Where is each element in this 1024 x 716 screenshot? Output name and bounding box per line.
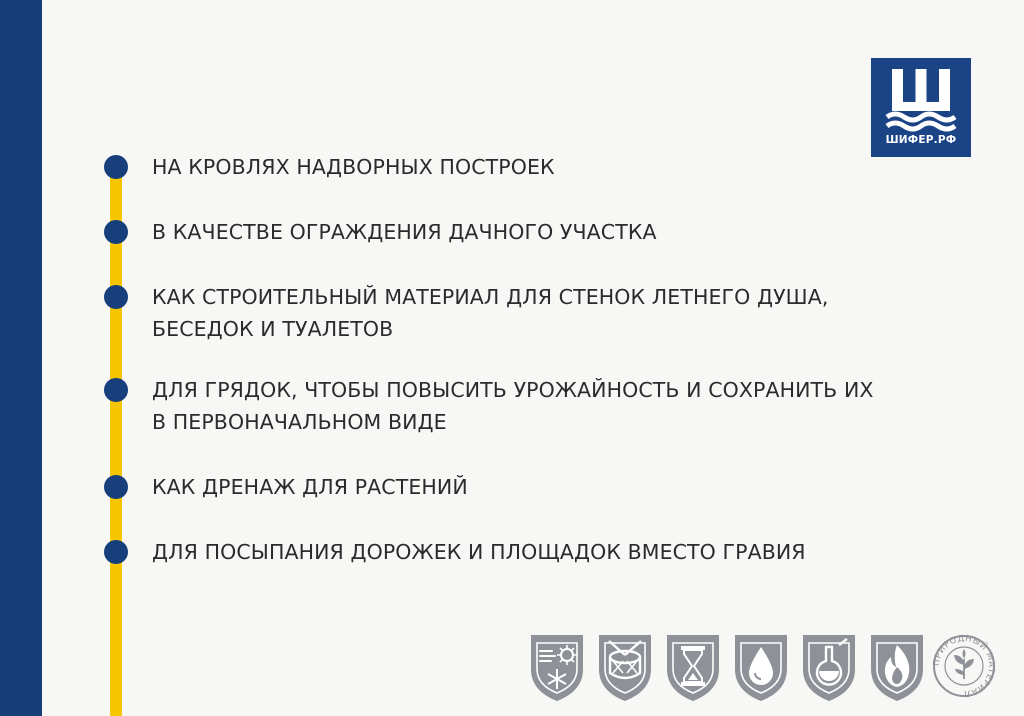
bullet-dot [104,378,128,402]
bullet-dot [104,220,128,244]
list-item-text: НА КРОВЛЯХ НАДВОРНЫХ ПОСТРОЕК [152,155,555,179]
brand-logo [871,58,971,157]
bullet-dot [104,285,128,309]
list-item-text: ДЛЯ ГРЯДОК, ЧТОБЫ ПОВЫСИТЬ УРОЖАЙНОСТЬ И СОХРАНИТЬ ИХ [152,378,874,402]
property-badges [527,629,997,703]
list-item-text-continued: В ПЕРВОНАЧАЛЬНОМ ВИДЕ [152,410,447,434]
natural-material-seal [931,629,997,703]
fire-resistance-icon [867,629,927,703]
seal-text: ПРИРОДНЫЙ МАТЕРИАЛ [931,633,997,699]
list-item-text: В КАЧЕСТВЕ ОГРАЖДЕНИЯ ДАЧНОГО УЧАСТКА [152,220,657,244]
impact-resistance-icon [595,629,655,703]
list-item-text: КАК ДРЕНАЖ ДЛЯ РАСТЕНИЙ [152,475,468,499]
chemical-resistance-icon [799,629,859,703]
list-item-text: КАК СТРОИТЕЛЬНЫЙ МАТЕРИАЛ ДЛЯ СТЕНОК ЛЕТНЕГО ДУША, [152,285,829,309]
left-accent-bar [0,0,42,716]
bullet-dot [104,475,128,499]
durability-hourglass-icon [663,629,723,703]
water-resistance-icon [731,629,791,703]
list-item-text: ДЛЯ ПОСЫПАНИЯ ДОРОЖЕК И ПЛОЩАДОК ВМЕСТО ГРАВИЯ [152,540,806,564]
bullet-dot [104,540,128,564]
weather-resistance-icon [527,629,587,703]
logo-brand-text: ШИФЕР.РФ [885,134,957,146]
list-item-text-continued: БЕСЕДОК И ТУАЛЕТОВ [152,317,394,341]
timeline-line [110,168,122,716]
bullet-dot [104,155,128,179]
